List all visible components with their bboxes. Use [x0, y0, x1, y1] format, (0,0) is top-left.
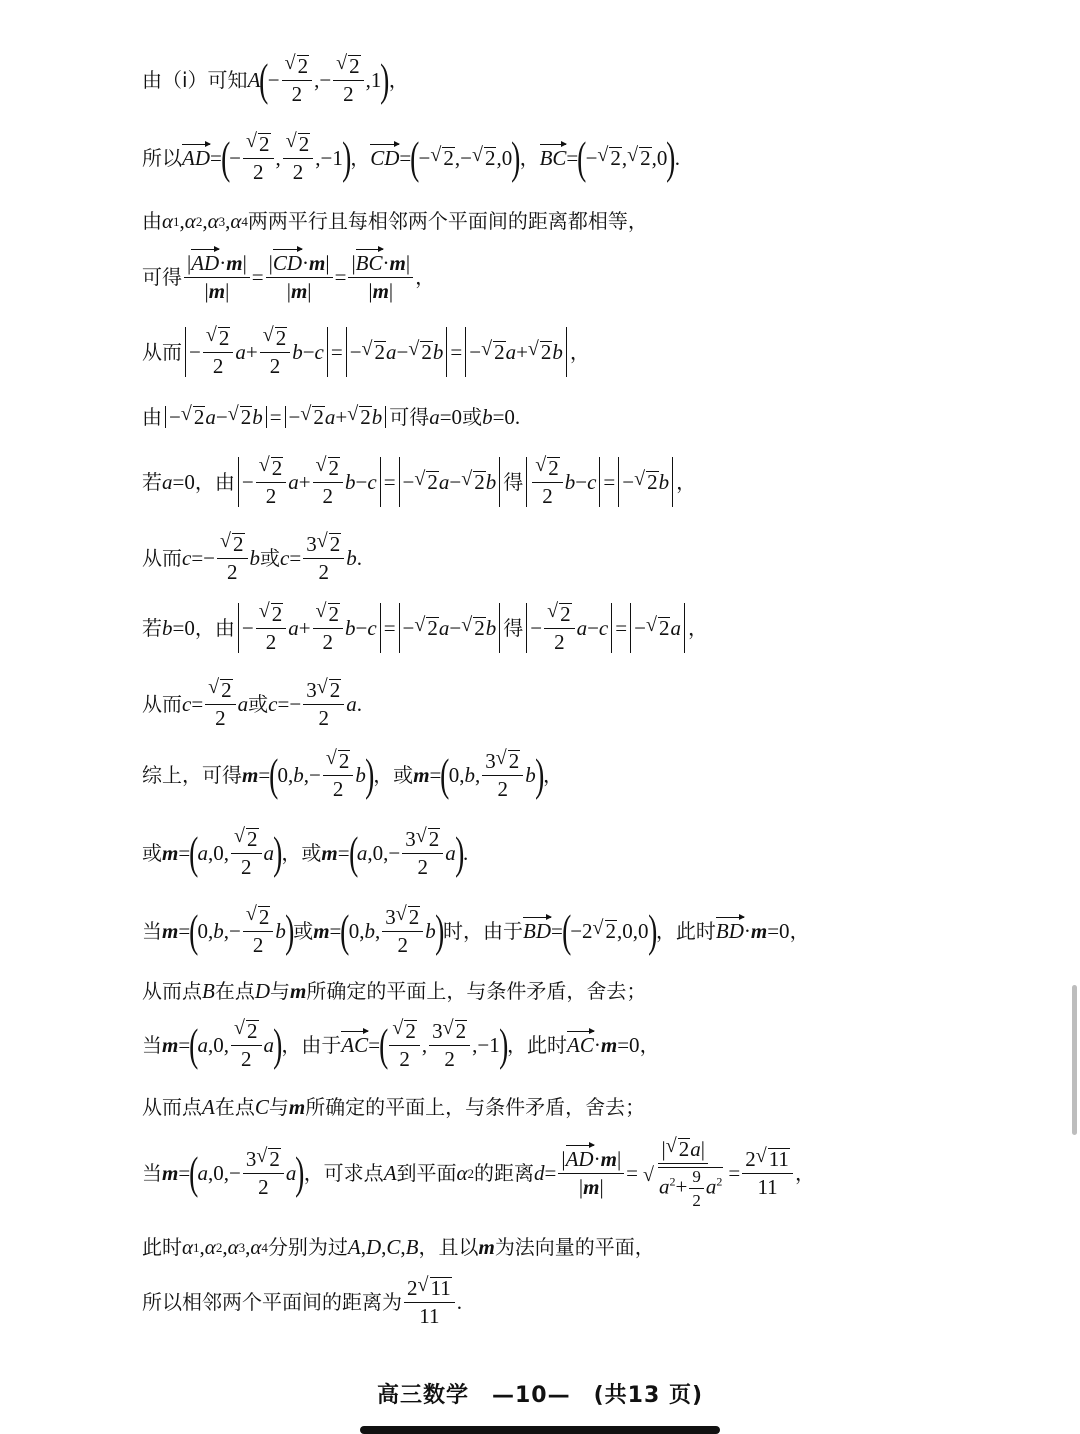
- solution-line: 当 m = ( a ,0,− $\frac{3√ 2}{2}$ a ) ，可求点 A 到平面 α 2 的距离 d = $\frac{|AD\cdot m|}{|m|}$ = |√ 2a| √ $a^2+$ $\frac{9}{2}$ $a^2$ = $\frac{2√ 11}{11}$ ，: [142, 1128, 815, 1218]
- home-indicator[interactable]: [360, 1426, 720, 1434]
- solution-line: 所以 AD = ( − √ $\frac{2}{2}$ , √ $\frac{2}{2}$ ,−1 ) ， CD = ( − √ 2 ,− √ 2 ,0 ) ， BC = ( − √ 2 , √ 2 ,0 ) .: [142, 128, 680, 188]
- scrollbar-thumb[interactable]: [1072, 985, 1077, 1135]
- solution-line: 若 a =0 ，由 − √ $\frac{2}{2}$ a + √ $\frac{2}{2}$ b − c = − √ 2 a − √ 2 b 得 √ $\frac{2}{2}$ b − c = − √ 2 b ，: [142, 452, 696, 512]
- solution-line: 从而 c = √ $\frac{2}{2}$ a 或 c =− $\frac{3√ 2}{2}$ a .: [142, 676, 362, 732]
- solution-line: 综上，可得 m = ( 0, b ,− √ $\frac{2}{2}$ b ) ，或 m = ( 0, b , $\frac{3√ 2}{2}$ b ) ，: [142, 744, 563, 806]
- solution-line: 从而点 B 在点 D 与 m 所确定的平面上，与条件矛盾，舍去；: [142, 978, 647, 1003]
- solution-line: 可得 $\frac{|AD\cdot m|}{|m|}$ = $\frac{|CD\cdot m|}{|m|}$ = $\frac{|BC\cdot m|}{|m|}$ ，: [142, 250, 436, 303]
- solution-line: 此时 α 1 , α 2 , α 3 , α 4 分别为过 A , D , C , B ，且以 m 为法向量的平面，: [142, 1234, 655, 1259]
- solution-line: 从而 c =− √ $\frac{2}{2}$ b 或 c = $\frac{3√ 2}{2}$ b .: [142, 530, 362, 586]
- solution-line: 由 − √ 2 a − √ 2 b = − √ 2 a + √ 2 b 可得 a =0 或 b =0.: [142, 400, 520, 434]
- solution-line: 从而 − √ $\frac{2}{2}$ a + √ $\frac{2}{2}$ b − c = − √ 2 a − √ 2 b = − √ 2 a + √ 2 b ，: [142, 322, 590, 382]
- solution-line: 从而点 A 在点 C 与 m 所确定的平面上，与条件矛盾，舍去；: [142, 1094, 646, 1119]
- solution-line: 或 m = ( a ,0, √ $\frac{2}{2}$ a ) ，或 m = ( a ,0,− $\frac{3√ 2}{2}$ a ) .: [142, 822, 468, 884]
- solution-line: 由（i）可知 A ( − √ $\frac{2}{2}$ ,− √ $\frac{2}{2}$ ,1 ) ，: [142, 52, 409, 108]
- solution-line: 当 m = ( a ,0, √ $\frac{2}{2}$ a ) ，由于 AC = ( √ $\frac{2}{2}$ , $\frac{3√ 2}{2}$ ,−1 ) ，此时 AC · m =0 ，: [142, 1014, 660, 1076]
- solution-line: 所以相邻两个平面间的距离为 $\frac{2√ 11}{11}$ .: [142, 1274, 462, 1330]
- page-footer: 高三数学 —10— (共13 页): [377, 1383, 703, 1408]
- solution-line: 若 b =0 ，由 − √ $\frac{2}{2}$ a + √ $\frac{2}{2}$ b − c = − √ 2 a − √ 2 b 得 − √ $\frac{2}{2}$ a − c = − √ 2 a ，: [142, 598, 708, 658]
- solution-line: 由 α 1 , α 2 , α 3 , α 4 两两平行且每相邻两个平面间的距离都相等，: [142, 208, 648, 233]
- solution-line: 当 m = ( 0, b ,− √ $\frac{2}{2}$ b ) 或 m = ( 0, b , $\frac{3√ 2}{2}$ b ) 时，由于 BD = ( −2 √ 2 ,0,0 ) ，此时 BD · m =0 ，: [142, 900, 810, 962]
